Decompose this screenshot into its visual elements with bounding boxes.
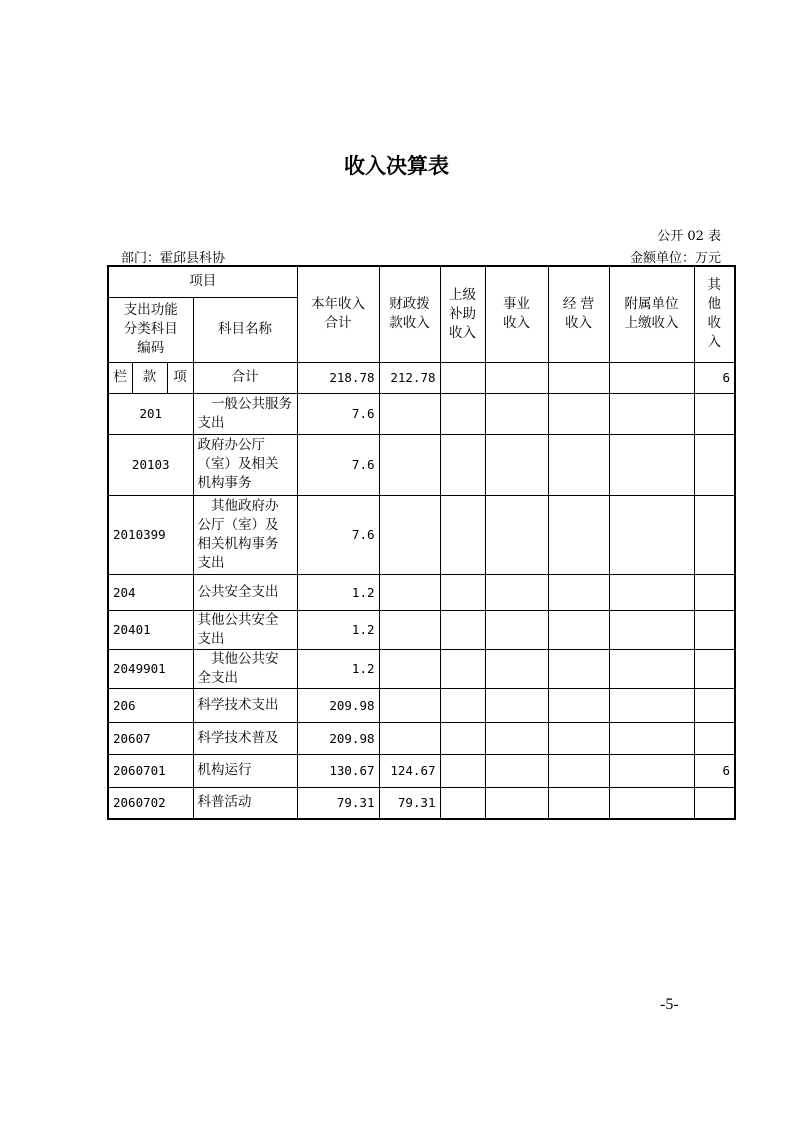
row-superior [440,434,485,495]
row-superior [440,722,485,754]
row-code: 2049901 [108,649,193,688]
row-name: 科学技术支出 [193,688,297,722]
total-superior-value [440,362,485,393]
row-operating [548,722,609,754]
row-name: 机构运行 [193,754,297,787]
row-business [485,574,548,610]
total-operating-value [548,362,609,393]
header-affiliated: 附属单位 上缴收入 [609,266,694,362]
row-superior [440,649,485,688]
form-code: 公开 02 表 [657,229,721,244]
row-affiliated [609,754,694,787]
row-total: 1.2 [297,574,379,610]
department-label: 部门：霍邱县科协 [121,251,226,266]
sub-header-lan: 栏 [108,362,132,393]
row-total: 7.6 [297,495,379,574]
row-total: 209.98 [297,688,379,722]
header-superior: 上级 补助 收入 [440,266,485,362]
row-fiscal: 124.67 [379,754,440,787]
row-operating [548,574,609,610]
row-code: 20401 [108,610,193,649]
row-name: 其他公共安全 支出 [193,610,297,649]
row-superior [440,495,485,574]
row-total: 209.98 [297,722,379,754]
header-business: 事业 收入 [485,266,548,362]
page-number: -5- [660,996,679,1013]
row-operating [548,688,609,722]
table-row [108,495,735,574]
row-affiliated [609,574,694,610]
row-affiliated [609,610,694,649]
row-business [485,754,548,787]
table-row [108,610,735,649]
row-affiliated [609,495,694,574]
row-business [485,434,548,495]
row-total: 79.31 [297,787,379,819]
total-other-value: 6 [694,362,735,393]
row-other [694,649,735,688]
total-label: 合计 [193,362,297,393]
row-fiscal [379,688,440,722]
header-name: 科目名称 [193,297,297,362]
row-name: 科学技术普及 [193,722,297,754]
row-operating [548,649,609,688]
row-other [694,434,735,495]
row-fiscal [379,649,440,688]
row-code: 206 [108,688,193,722]
row-affiliated [609,722,694,754]
table-row [108,787,735,819]
table-row [108,649,735,688]
row-code: 2060701 [108,754,193,787]
header-code: 支出功能 分类科目 编码 [108,297,193,362]
row-name: 公共安全支出 [193,574,297,610]
header-total-income: 本年收入 合计 [297,266,379,362]
table-row [108,754,735,787]
row-total: 130.67 [297,754,379,787]
row-affiliated [609,649,694,688]
row-operating [548,495,609,574]
row-fiscal [379,495,440,574]
row-operating [548,787,609,819]
table-row [108,393,735,434]
row-code: 20607 [108,722,193,754]
header-operating: 经 营 收入 [548,266,609,362]
row-code: 2060702 [108,787,193,819]
row-other [694,610,735,649]
row-name: 其他政府办 公厅（室）及 相关机构事务 支出 [193,495,297,574]
row-code: 20103 [108,434,193,495]
total-income-value: 218.78 [297,362,379,393]
row-operating [548,434,609,495]
row-superior [440,688,485,722]
row-code: 204 [108,574,193,610]
row-other [694,393,735,434]
row-business [485,787,548,819]
row-other [694,574,735,610]
row-code: 2010399 [108,495,193,574]
row-fiscal [379,393,440,434]
row-total: 7.6 [297,434,379,495]
row-fiscal [379,434,440,495]
row-operating [548,610,609,649]
row-superior [440,393,485,434]
row-business [485,495,548,574]
row-affiliated [609,787,694,819]
row-name: 政府办公厅 （室）及相关 机构事务 [193,434,297,495]
row-operating [548,754,609,787]
row-total: 7.6 [297,393,379,434]
table-row [108,688,735,722]
row-total: 1.2 [297,610,379,649]
row-superior [440,610,485,649]
row-total: 1.2 [297,649,379,688]
row-business [485,649,548,688]
row-name: 其他公共安 全支出 [193,649,297,688]
row-fiscal [379,722,440,754]
row-business [485,610,548,649]
row-business [485,722,548,754]
row-other [694,722,735,754]
total-affiliated-value [609,362,694,393]
header-other: 其 他 收 入 [694,266,735,362]
row-other: 6 [694,754,735,787]
row-name: 科普活动 [193,787,297,819]
row-affiliated [609,688,694,722]
total-fiscal-value: 212.78 [379,362,440,393]
row-business [485,688,548,722]
row-code: 201 [108,393,193,434]
row-fiscal [379,610,440,649]
table-row [108,434,735,495]
row-other [694,787,735,819]
row-other [694,688,735,722]
amount-unit-label: 金额单位：万元 [629,251,721,266]
row-other [694,495,735,574]
row-operating [548,393,609,434]
row-superior [440,787,485,819]
page-title: 收入决算表 [344,154,449,178]
row-fiscal [379,574,440,610]
row-name: 一般公共服务 支出 [193,393,297,434]
header-fiscal: 财政拨 款收入 [379,266,440,362]
sub-header-kuan: 款 [132,362,167,393]
total-business-value [485,362,548,393]
header-item: 项目 [108,266,297,297]
row-fiscal: 79.31 [379,787,440,819]
row-affiliated [609,434,694,495]
row-affiliated [609,393,694,434]
income-table [107,265,736,820]
row-superior [440,754,485,787]
table-row [108,574,735,610]
table-row [108,722,735,754]
sub-header-xiang: 项 [167,362,193,393]
row-superior [440,574,485,610]
row-business [485,393,548,434]
